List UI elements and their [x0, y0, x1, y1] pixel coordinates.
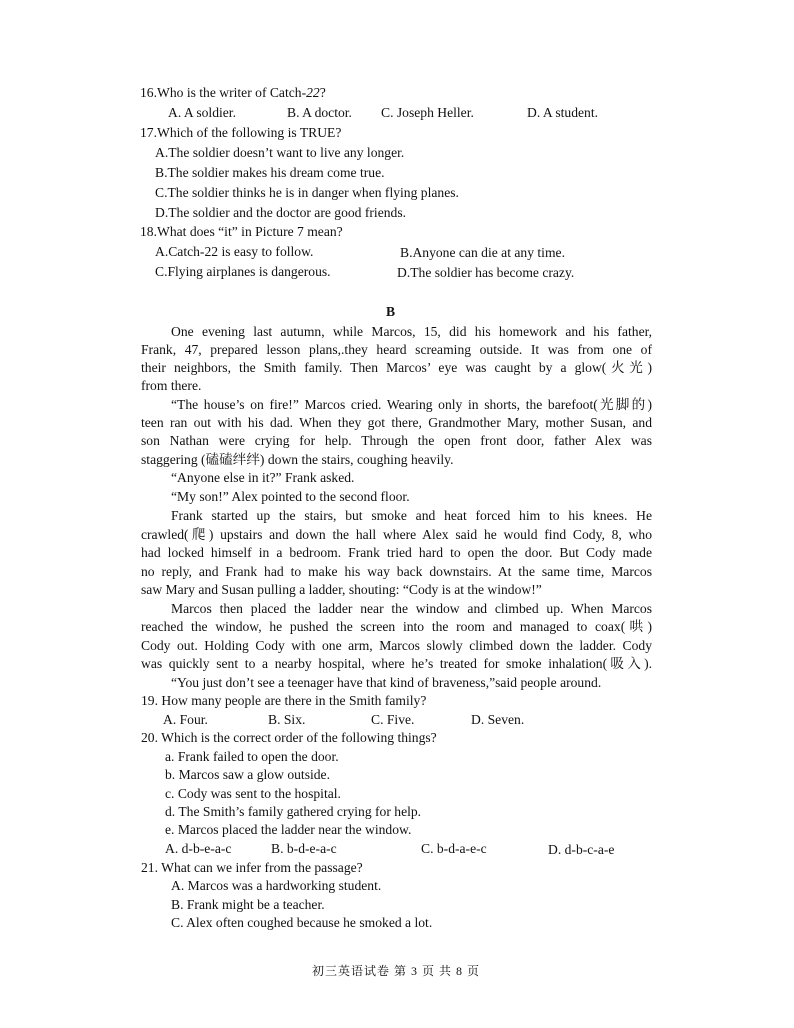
passage-line: had locked himself in a bedroom. Frank tried hard to open the door. But Cody made: [141, 545, 652, 560]
q21-stem: 21. What can we infer from the passage?: [141, 860, 363, 875]
passage-line: crawled(爬) upstairs and down the hall where Alex said he would find Cody, 8, who: [141, 527, 652, 542]
passage-line: One evening last autumn, while Marcos, 15, did his homework and his father,: [171, 324, 652, 339]
passage-line: “You just don’t see a teenager have that kind of braveness,”said people around.: [171, 675, 602, 690]
q18-option-d: D.The soldier has become crazy.: [397, 265, 575, 280]
q19-stem: 19. How many people are there in the Smith family?: [141, 693, 427, 708]
q18-option-c: C.Flying airplanes is dangerous.: [155, 264, 331, 279]
passage-line: their neighbors, the Smith family. Then Marcos’ eye was caught by a glow(火光): [141, 360, 652, 375]
q16-option-c: C. Joseph Heller.: [381, 105, 474, 120]
passage-line: saw Mary and Susan pulling a ladder, shouting: “Cody is at the window!”: [141, 582, 542, 597]
passage-line: Cody out. Holding Cody with one arm, Marcos slowly climbed down the ladder. Cody: [141, 638, 652, 653]
q16-stem: [140, 84, 326, 102]
q19-option-c: C. Five.: [371, 712, 415, 727]
q20-event-b: b. Marcos saw a glow outside.: [165, 767, 330, 782]
q20-event-e: e. Marcos placed the ladder near the window.: [165, 822, 412, 837]
q16-stem-italic: 22: [306, 85, 320, 100]
q21-option-c: C. Alex often coughed because he smoked a lot.: [171, 915, 433, 930]
q18-stem: 18.What does “it” in Picture 7 mean?: [140, 224, 343, 239]
q17-option-a: A.The soldier doesn’t want to live any longer.: [155, 145, 405, 160]
passage-line: “My son!” Alex pointed to the second floor.: [171, 489, 410, 504]
passage-line: teen ran out with his dad. When they got there, Grandmother Mary, mother Susan, and: [141, 415, 652, 430]
q18-option-b: B.Anyone can die at any time.: [400, 245, 565, 260]
q20-stem: 20. Which is the correct order of the following things?: [141, 730, 437, 745]
q16-stem-end: ?: [319, 85, 326, 100]
passage-line: reached the window, he pushed the screen into the room and managed to coax(哄): [141, 619, 652, 634]
passage-line: Frank, 47, prepared lesson plans,.they heard screaming outside. It was from one of: [141, 342, 652, 357]
passage-line: staggering (磕磕绊绊) down the stairs, coughing heavily.: [141, 452, 454, 467]
q17-option-b: B.The soldier makes his dream come true.: [155, 165, 385, 180]
q20-option-c: C. b-d-a-e-c: [421, 841, 487, 856]
passage-line: “The house’s on fire!” Marcos cried. Wearing only in shorts, the barefoot(光脚的): [171, 397, 652, 412]
passage-line: no reply, and Frank had to make his way back downstairs. At the same time, Marcos: [141, 564, 652, 579]
q16-stem-text: 16.Who is the writer of Catch-: [140, 85, 307, 100]
q18-option-a: A.Catch-22 is easy to follow.: [155, 244, 314, 259]
q19-option-d: D. Seven.: [471, 712, 525, 727]
passage-line: son Nathan were crying for help. Through the open front door, father Alex was: [141, 433, 652, 448]
passage-line: was quickly sent to a nearby hospital, where he’s treated for smoke inhalation(吸入).: [141, 656, 652, 671]
passage-line: Frank started up the stairs, but smoke and heat forced him to his knees. He: [171, 508, 652, 523]
passage-line: “Anyone else in it?” Frank asked.: [171, 470, 355, 485]
passage-line: from there.: [141, 378, 202, 393]
q20-option-d: D. d-b-c-a-e: [548, 842, 615, 857]
q20-option-b: B. b-d-e-a-c: [271, 841, 337, 856]
q21-option-a: A. Marcos was a hardworking student.: [171, 878, 382, 893]
q19-option-b: B. Six.: [268, 712, 306, 727]
q16-option-b: B. A doctor.: [287, 105, 352, 120]
q16-option-d: D. A student.: [527, 105, 598, 120]
page-footer: 初三英语试卷 第 3 页 共 8 页: [312, 964, 481, 978]
q17-option-c: C.The soldier thinks he is in danger when flying planes.: [155, 185, 459, 200]
passage-line: Marcos then placed the ladder near the window and climbed up. When Marcos: [171, 601, 652, 616]
q20-option-a: A. d-b-e-a-c: [165, 841, 232, 856]
q20-event-d: d. The Smith’s family gathered crying for help.: [165, 804, 422, 819]
q17-stem: 17.Which of the following is TRUE?: [140, 125, 342, 140]
section-heading: B: [386, 304, 396, 319]
q21-option-b: B. Frank might be a teacher.: [171, 897, 325, 912]
q17-option-d: D.The soldier and the doctor are good friends.: [155, 205, 407, 220]
q16-option-a: A. A soldier.: [168, 105, 236, 120]
q20-event-c: c. Cody was sent to the hospital.: [165, 786, 341, 801]
q20-event-a: a. Frank failed to open the door.: [165, 749, 339, 764]
q19-option-a: A. Four.: [163, 712, 208, 727]
